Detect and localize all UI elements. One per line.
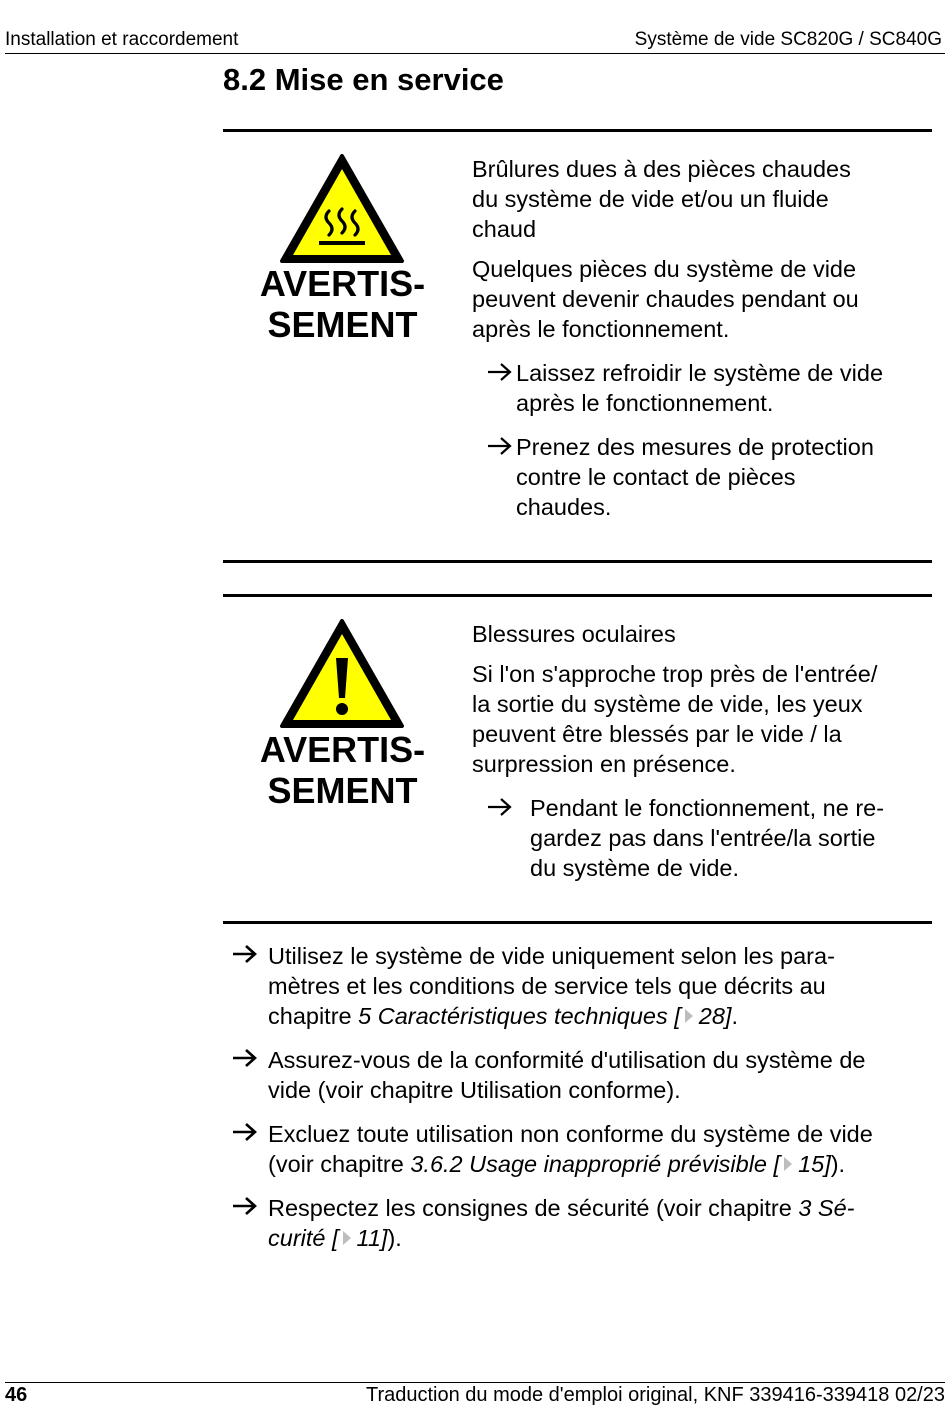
- text-line: contre le contact de pièces: [516, 464, 796, 490]
- warning2-step: [530, 793, 884, 883]
- chapter-reference-link[interactable]: curité [: [268, 1225, 339, 1251]
- warning1-description: [472, 254, 859, 344]
- arrow-right-icon: [486, 435, 514, 457]
- text-span: (voir chapitre: [268, 1151, 411, 1177]
- text-line: chaudes.: [516, 494, 612, 520]
- text-line: après le fonctionnement.: [516, 390, 774, 416]
- text-line: Prenez des mesures de protection: [516, 434, 874, 460]
- arrow-right-icon: [231, 1195, 259, 1217]
- text-line: Assurez-vous de la conformité d'utilisation du système de: [268, 1047, 866, 1073]
- warning2-signal-word: [250, 729, 435, 811]
- instruction-item: [268, 1193, 854, 1253]
- warning2-bottom-rule: [223, 921, 932, 924]
- arrow-right-icon: [486, 796, 514, 818]
- text-line: [268, 1149, 873, 1179]
- footer-text: Traduction du mode d'emploi original, KNF 339416-339418 02/23: [365, 1384, 945, 1406]
- text-span: ).: [387, 1225, 402, 1251]
- warning2-top-rule: [223, 594, 932, 597]
- warning1-signal-word: [250, 263, 435, 345]
- warning1-step: [516, 358, 883, 418]
- text-line: Laissez refroidir le système de vide: [516, 360, 884, 386]
- footer-divider: [5, 1382, 945, 1383]
- warning1-bottom-rule: [223, 560, 932, 563]
- text-line: après le fonctionnement.: [472, 316, 730, 342]
- running-header-right: Système de vide SC820G / SC840G: [634, 29, 942, 50]
- page-reference-link[interactable]: 28]: [698, 1003, 732, 1029]
- arrow-right-icon: [231, 943, 259, 965]
- running-header-left: Installation et raccordement: [5, 29, 239, 50]
- general-warning-icon: [279, 618, 405, 730]
- text-line: Utilisez le système de vide uniquement selon les para-: [268, 943, 835, 969]
- arrow-right-icon: [486, 361, 514, 383]
- text-line: Pendant le fonctionnement, ne re-: [530, 795, 885, 821]
- text-line: peuvent être blessés par le vide / la: [472, 721, 842, 747]
- text-line: Quelques pièces du système de vide: [472, 256, 857, 282]
- text-line: vide (voir chapitre Utilisation conforme).: [268, 1077, 681, 1103]
- text-line: gardez pas dans l'entrée/la sortie: [530, 825, 876, 851]
- text-line: chaud: [472, 216, 537, 242]
- signal-word-line: AVERTIS-: [259, 263, 426, 304]
- page-reference-link[interactable]: 11]: [356, 1225, 388, 1251]
- text-span: .: [731, 1003, 738, 1029]
- warning2-description: [472, 659, 877, 779]
- text-line: mètres et les conditions de service tels que décrits au: [268, 973, 826, 999]
- page-reference-link[interactable]: 15]: [798, 1151, 831, 1177]
- signal-word-line: AVERTIS-: [259, 729, 426, 770]
- chapter-reference-link[interactable]: 3.6.2 Usage inapproprié prévisible [: [410, 1151, 781, 1177]
- text-line: du système de vide.: [530, 855, 739, 881]
- instruction-item: [268, 1119, 873, 1179]
- text-line: [268, 1193, 854, 1223]
- text-line: [268, 1223, 854, 1253]
- header-divider: [5, 53, 945, 54]
- text-line: la sortie du système de vide, les yeux: [472, 691, 863, 717]
- page-number: 46: [5, 1384, 28, 1406]
- instruction-item: [268, 1045, 866, 1105]
- text-line: peuvent devenir chaudes pendant ou: [472, 286, 859, 312]
- text-line: Brûlures dues à des pièces chaudes: [472, 156, 851, 182]
- text-span: ).: [830, 1151, 846, 1177]
- text-line: surpression en présence.: [472, 751, 736, 777]
- text-line: Si l'on s'approche trop près de l'entrée/: [472, 661, 878, 687]
- instruction-item: [268, 941, 835, 1031]
- hot-surface-warning-icon: [279, 153, 405, 265]
- page-reference-marker-icon: [685, 1009, 693, 1023]
- page-reference-marker-icon: [343, 1231, 351, 1245]
- text-line: du système de vide et/ou un fluide: [472, 186, 829, 212]
- text-line: Blessures oculaires: [472, 621, 676, 647]
- chapter-reference-link[interactable]: 3 Sé-: [798, 1195, 855, 1221]
- text-line: Excluez toute utilisation non conforme du système de vide: [268, 1121, 873, 1147]
- warning1-heading: [472, 154, 851, 244]
- section-title: 8.2 Mise en service: [223, 62, 504, 97]
- arrow-right-icon: [231, 1121, 259, 1143]
- text-span: chapitre: [268, 1003, 359, 1029]
- text-line: [268, 1001, 835, 1031]
- warning2-heading: [472, 619, 676, 649]
- warning1-top-rule: [223, 129, 932, 132]
- text-span: Respectez les consignes de sécurité (voir chapitre: [268, 1195, 799, 1221]
- warning1-step: [516, 432, 874, 522]
- signal-word-line: SEMENT: [267, 304, 418, 345]
- page-reference-marker-icon: [784, 1157, 792, 1171]
- signal-word-line: SEMENT: [267, 770, 418, 811]
- chapter-reference-link[interactable]: 5 Caractéristiques techniques [: [358, 1003, 681, 1029]
- arrow-right-icon: [231, 1047, 259, 1069]
